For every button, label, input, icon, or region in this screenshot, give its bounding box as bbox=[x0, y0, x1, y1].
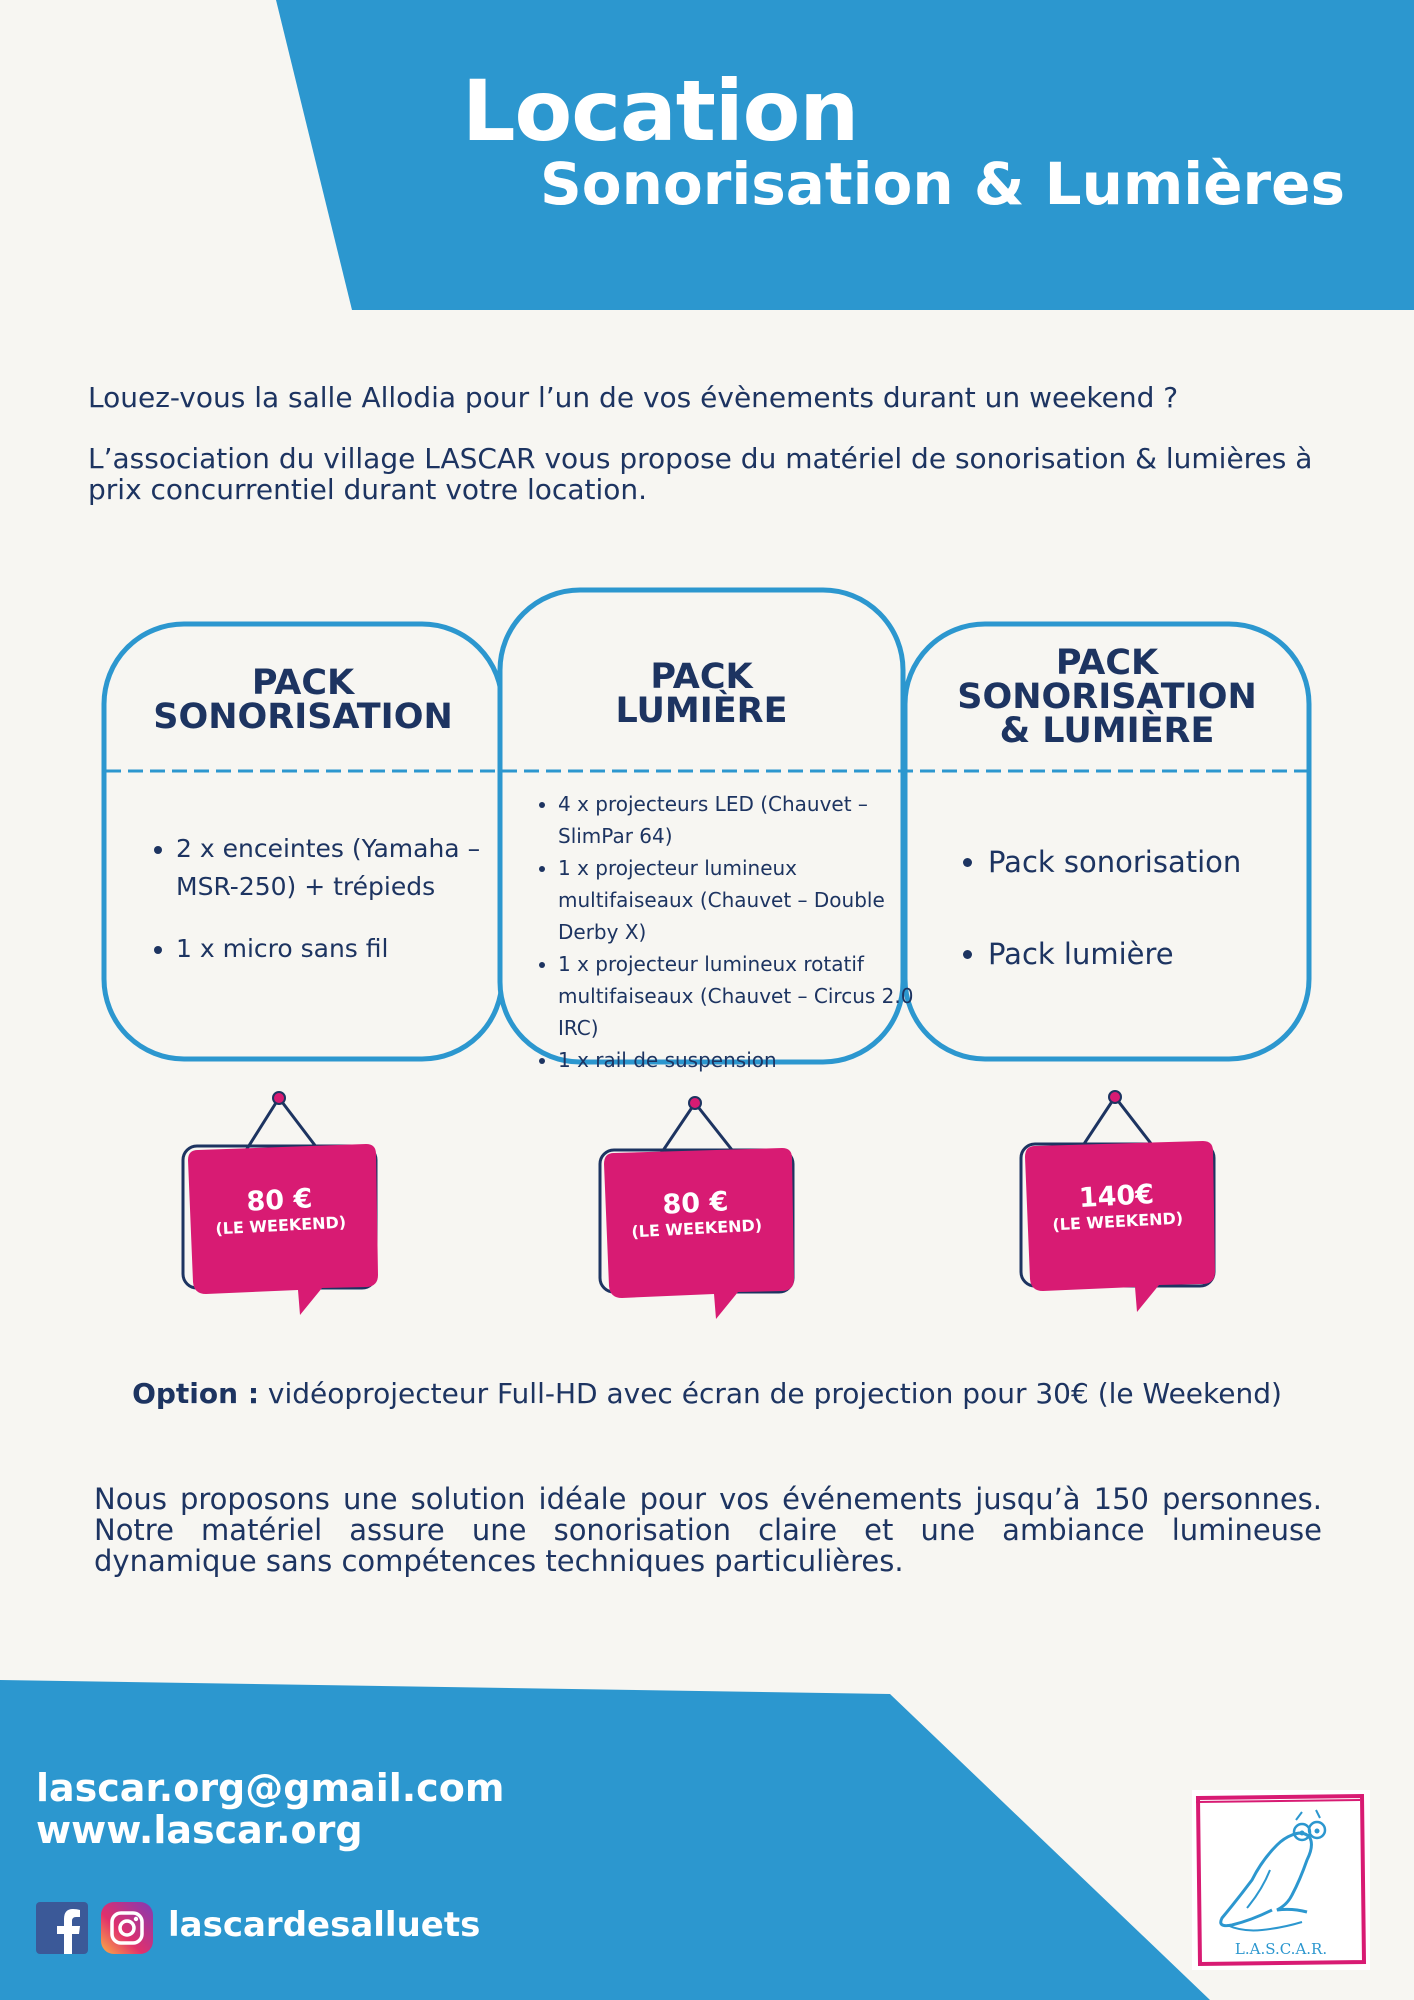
option-text: vidéoprojecteur Full-HD avec écran de projection pour 30€ (le Weekend) bbox=[259, 1377, 1282, 1410]
pack-title-sonorisation: PACK SONORISATION bbox=[153, 663, 453, 737]
option-line bbox=[0, 1377, 1414, 1410]
option-label: Option : bbox=[132, 1377, 260, 1410]
lascar-logo bbox=[1192, 1790, 1370, 1970]
price-combo: 140€ (LE WEEKEND) bbox=[1051, 1179, 1184, 1235]
social-handle[interactable]: lascardesalluets bbox=[168, 1905, 481, 1945]
list-item: • Pack sonorisation bbox=[988, 840, 1308, 884]
price-sonorisation: 80 € (LE WEEKEND) bbox=[214, 1183, 347, 1239]
pack-list-sonorisation bbox=[148, 830, 496, 968]
page-subtitle: Sonorisation & Lumières bbox=[540, 150, 1345, 218]
contact-email[interactable]: lascar.org@gmail.com bbox=[36, 1766, 505, 1810]
instagram-icon[interactable] bbox=[101, 1902, 153, 1954]
pack-list-lumiere bbox=[530, 788, 920, 1076]
pack-title-lumiere: PACK LUMIÈRE bbox=[615, 657, 788, 731]
intro-question: Louez-vous la salle Allodia pour l’un de vos évènements durant un weekend ? bbox=[88, 381, 1179, 414]
list-item: • Pack lumière bbox=[988, 932, 1308, 976]
list-item: • 1 x rail de suspension bbox=[558, 1044, 920, 1076]
contact-website[interactable]: www.lascar.org bbox=[36, 1808, 363, 1852]
page-title: Location bbox=[462, 62, 859, 160]
logo-text: L.A.S.C.A.R. bbox=[1234, 1940, 1328, 1958]
list-item: • 1 x projecteur lumineux rotatif multifaiseaux (Chauvet – Circus 2.0 IRC) bbox=[558, 948, 920, 1044]
facebook-icon[interactable] bbox=[36, 1902, 88, 1954]
price-lumiere: 80 € (LE WEEKEND) bbox=[630, 1186, 763, 1242]
list-item: • 2 x enceintes (Yamaha – MSR-250) + trépieds bbox=[176, 830, 496, 906]
intro-description: L’association du village LASCAR vous propose du matériel de sonorisation & lumières à prix concurrentiel durant votre location. bbox=[88, 442, 1313, 506]
pack-title-combo: PACK SONORISATION & LUMIÈRE bbox=[957, 643, 1257, 751]
pack-list-combo bbox=[960, 840, 1308, 976]
list-item: • 1 x micro sans fil bbox=[176, 930, 496, 968]
list-item: • 4 x projecteurs LED (Chauvet – SlimPar 64) bbox=[558, 788, 920, 852]
list-item: • 1 x projecteur lumineux multifaiseaux (Chauvet – Double Derby X) bbox=[558, 852, 920, 948]
closing-paragraph: Nous proposons une solution idéale pour vos événements jusqu’à 150 personnes. Notre matériel assure une sonorisation claire et une ambiance lumineuse dynamique sans compétences techniques particulières. bbox=[94, 1482, 1322, 1578]
